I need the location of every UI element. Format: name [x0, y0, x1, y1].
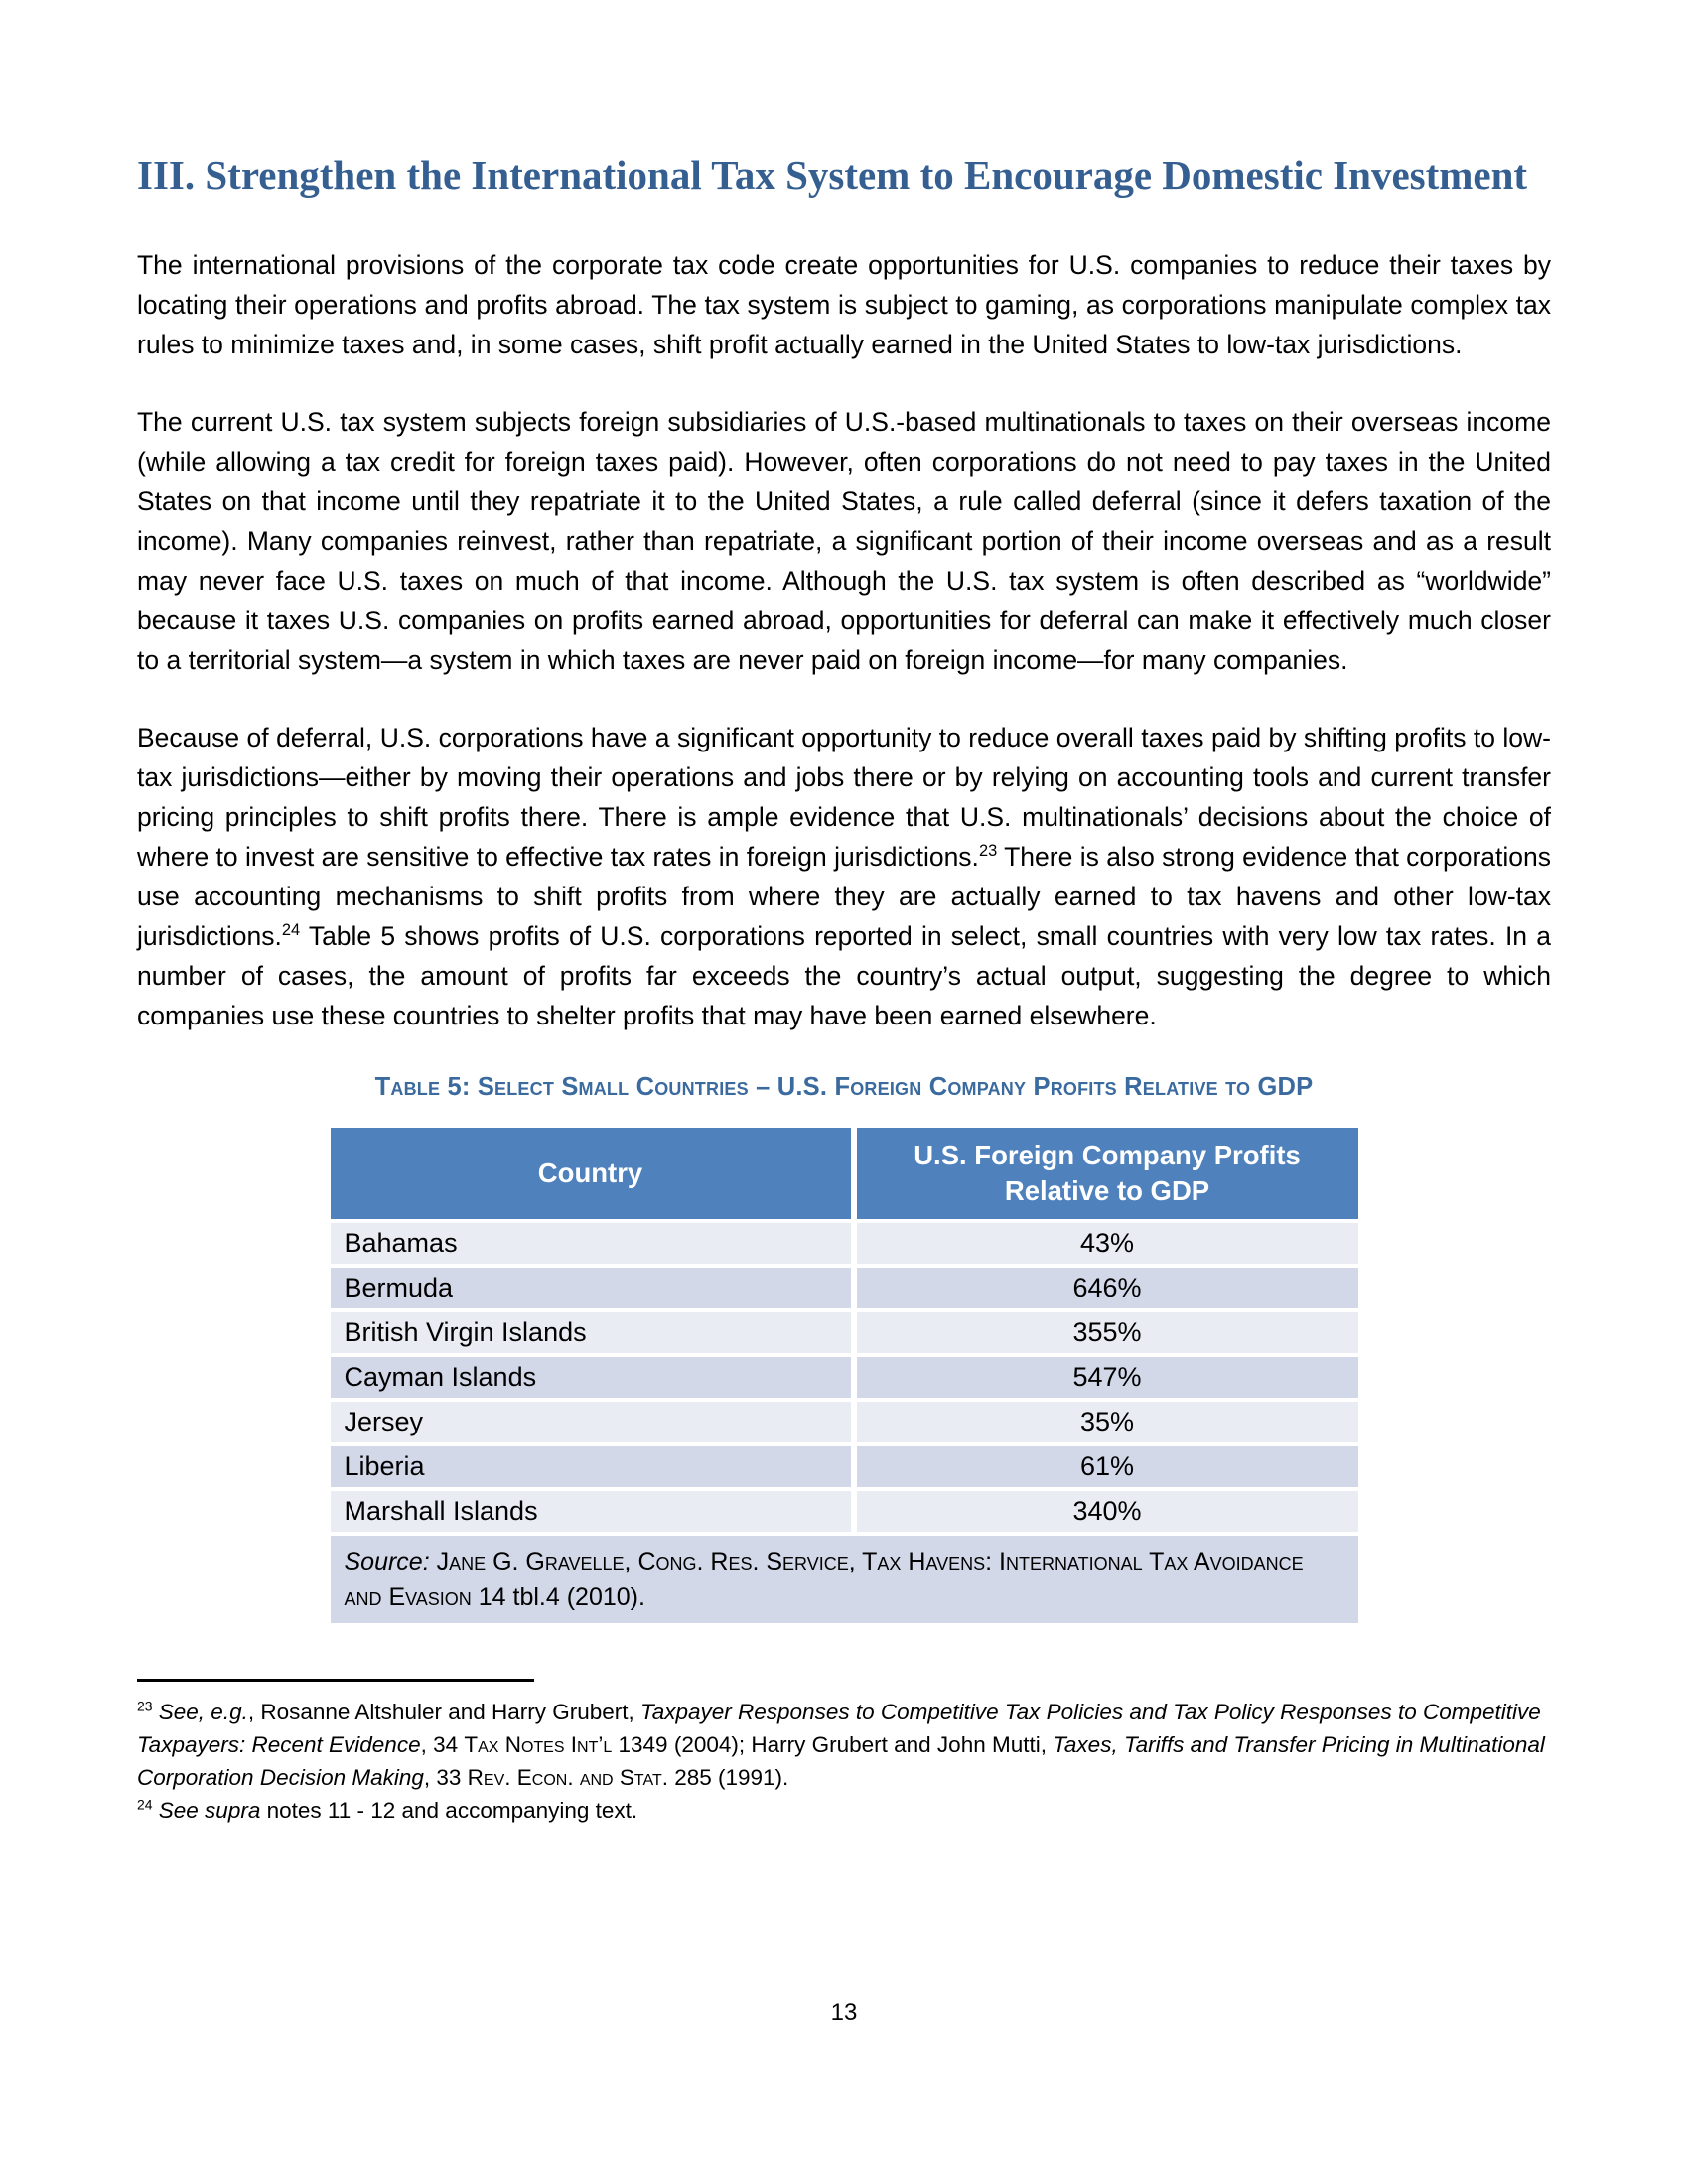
text-segment: 285 (1991).: [667, 1765, 789, 1790]
value-cell: 547%: [857, 1357, 1358, 1398]
page-number: 13: [830, 1999, 858, 2026]
value-cell: 355%: [857, 1312, 1358, 1353]
text-segment: Taxes, Tariffs and Transfer Pricing in Multinational Corporation Decision Making: [137, 1732, 1545, 1790]
value-cell: 646%: [857, 1268, 1358, 1308]
text-segment: Because of deferral, U.S. corporations have a significant opportunity to reduce overall taxes paid by shifting profits to low-tax jurisdictions—either by moving their operations and jobs there or by relying on accounting tools and current transfer pricing principles to shift profits there. There is ample evidence that U.S. multinationals’ decisions about the choice of where to invest are sensitive to effective tax rates in foreign jurisdictions.: [137, 723, 1551, 872]
text-segment: See supra: [152, 1798, 261, 1823]
text-segment: There is also strong evidence that corporations use accounting mechanisms to shift profits from where they are actually earned to tax havens and other low-tax jurisdictions.: [137, 842, 1552, 951]
country-cell: Liberia: [331, 1446, 851, 1487]
profits-table: [331, 1128, 1358, 1623]
body-paragraph-2: The current U.S. tax system subjects foreign subsidiaries of U.S.-based multinationals to taxes on their overseas income (while allowing a tax credit for foreign taxes paid). However, often corporations do not need to pay taxes in the United States on that income until they repatriate it to the United States, a rule called deferral (since it defers taxation of the income). Many companies reinvest, rather than repatriate, a significant portion of their income overseas and as a result may never face U.S. taxes on much of that income. Although the U.S. tax system is often described as “worldwide” because it taxes U.S. companies on profits earned abroad, opportunities for deferral can make it effectively much closer to a territorial system—a system in which taxes are never paid on foreign income—for many companies.: [137, 407, 1551, 675]
text-segment: Source:: [344, 1548, 437, 1575]
text-segment: notes 11 - 12 and accompanying text.: [260, 1798, 638, 1823]
body-paragraph-3: [137, 718, 1551, 1035]
value-cell: 61%: [857, 1446, 1358, 1487]
country-cell: Bermuda: [331, 1268, 851, 1308]
text-segment: 14 tbl.4 (2010).: [471, 1583, 645, 1611]
country-cell: Jersey: [331, 1402, 851, 1442]
body-paragraph-1: The international provisions of the corporate tax code create opportunities for U.S. companies to reduce their taxes by locating their operations and profits abroad. The tax system is subject to gaming, as corporations manipulate complex tax rules to minimize taxes and, in some cases, shift profit actually earned in the United States to low-tax jurisdictions.: [137, 250, 1551, 359]
value-cell: 35%: [857, 1402, 1358, 1442]
section-heading: III. Strengthen the International Tax System to Encourage Domestic Investment: [137, 152, 1528, 198]
footnote-24: [137, 1794, 1551, 1827]
text-segment: Table 5 shows profits of U.S. corporations reported in select, small countries with very low tax rates. In a number of cases, the amount of profits far exceeds the country’s actual output, suggesting the degree to which companies use these countries to shelter profits that may have been earned elsewhere.: [137, 921, 1551, 1030]
text-segment: Jane G. Gravelle, Cong. Res. Service, Tax Havens: International Tax Avoidance and Evasion: [344, 1548, 1304, 1611]
column-header-value: U.S. Foreign Company Profits Relative to GDP: [857, 1128, 1358, 1219]
text-segment: Rev. Econ. and Stat.: [467, 1765, 668, 1790]
text-segment: See, e.g.: [152, 1700, 248, 1724]
text-segment: , 33: [423, 1765, 468, 1790]
country-cell: British Virgin Islands: [331, 1312, 851, 1353]
column-header-country: Country: [331, 1128, 851, 1219]
text-segment: Taxpayer Responses to Competitive Tax Policies and Tax Policy Responses to Competitive Taxpayers: Recent Evidence: [137, 1700, 1541, 1757]
country-cell: Bahamas: [331, 1223, 851, 1264]
text-segment: 24: [137, 1796, 153, 1813]
text-segment: , Rosanne Altshuler and Harry Grubert,: [247, 1700, 641, 1724]
footnote-23: [137, 1696, 1551, 1794]
value-cell: 340%: [857, 1491, 1358, 1532]
value-cell: 43%: [857, 1223, 1358, 1264]
country-cell: Cayman Islands: [331, 1357, 851, 1398]
country-cell: Marshall Islands: [331, 1491, 851, 1532]
footnote-separator: [137, 1679, 534, 1682]
table-title: Table 5: Select Small Countries – U.S. Foreign Company Profits Relative to GDP: [374, 1073, 1314, 1101]
text-segment: 1349 (2004); Harry Grubert and John Mutti,: [612, 1732, 1054, 1757]
text-segment: 23: [978, 842, 998, 861]
source-row: [331, 1536, 1358, 1623]
text-segment: , 34: [420, 1732, 465, 1757]
text-segment: 24: [281, 921, 301, 940]
text-segment: 23: [137, 1698, 153, 1714]
text-segment: Tax Notes Int’l: [464, 1732, 613, 1757]
